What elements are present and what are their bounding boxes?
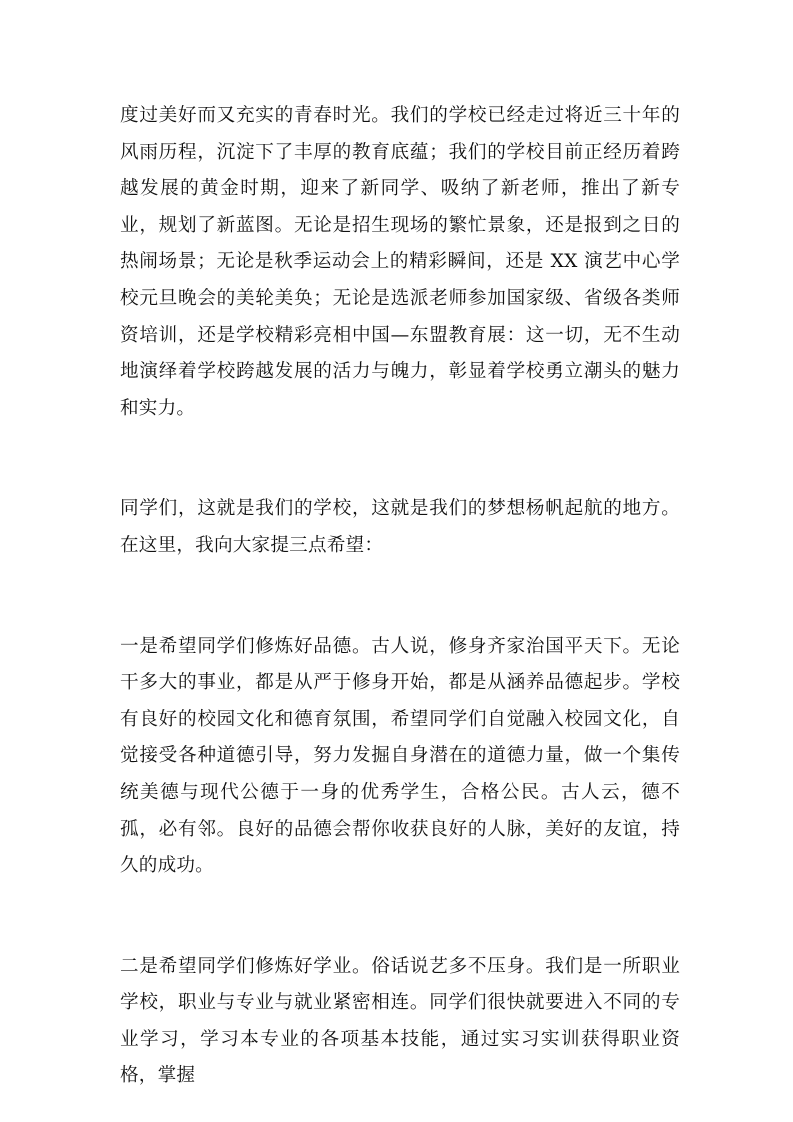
paragraph-hope-morality: 一是希望同学们修炼好品德。古人说，修身齐家治国平天下。无论干多大的事业，都是从严于修身开始，都是从涵养品德起步。学校有良好的校园文化和德育氛围，希望同学们自觉融入校园文化，自觉接受各种道德引导，努力发掘自身潜在的道德力量，做一个集传统美德与现代公德于一身的优秀学生，合格公民。古人云，德不孤，必有邻。良好的品德会帮你收获良好的人脉，美好的友谊，持久的成功。: [120, 635, 680, 877]
paragraph-school-history: 度过美好而又充实的青春时光。我们的学校已经走过将近三十年的风雨历程，沉淀下了丰厚的教育底蕴；我们的学校目前正经历着跨越发展的黄金时期，迎来了新同学、吸纳了新老师，推出了新专业，规划了新蓝图。无论是招生现场的繁忙景象，还是报到之日的热闹场景；无论是秋季运动会上的精彩瞬间，还是 XX 演艺中心学校元旦晚会的美轮美奂；无论是选派老师参加国家级、省级各类师资培训，还是学校精彩亮相中国—东盟教育展：这一切，无不生动地演绎着学校跨越发展的活力与魄力，彰显着学校勇立潮头的魅力和实力。: [120, 105, 680, 419]
paragraph-spacer: [120, 885, 680, 949]
paragraph-spacer: [120, 565, 680, 629]
paragraph-three-hopes-intro: 同学们，这就是我们的学校，这就是我们的梦想杨帆起航的地方。在这里，我向大家提三点希望：: [120, 498, 680, 556]
document-body: [120, 98, 680, 1095]
paragraph-spacer: [120, 427, 680, 491]
paragraph-hope-studies: 二是希望同学们修炼好学业。俗话说艺多不压身。我们是一所职业学校，职业与专业与就业紧密相连。同学们很快就要进入不同的专业学习，学习本专业的各项基本技能，通过实习实训获得职业资格，掌握: [120, 955, 680, 1087]
